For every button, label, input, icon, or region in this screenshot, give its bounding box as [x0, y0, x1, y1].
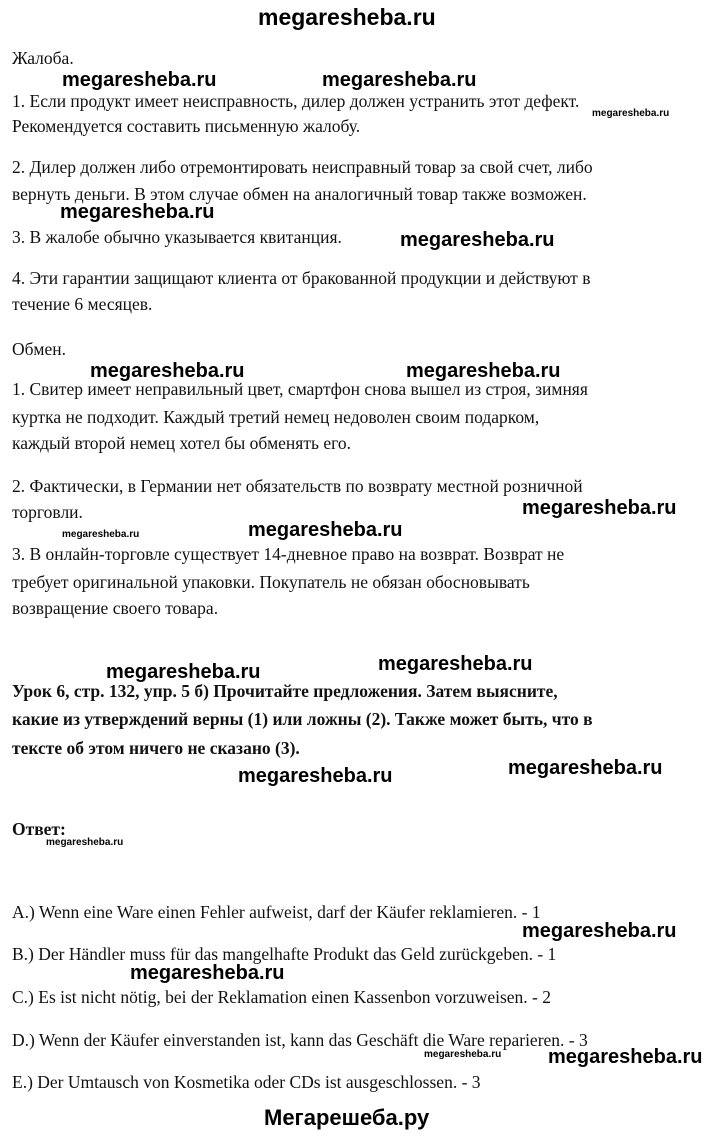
watermark: megaresheba.ru	[130, 962, 285, 984]
watermark: megaresheba.ru	[248, 519, 403, 541]
exchange-p3-line3: возвращение своего товара.	[12, 598, 219, 618]
exchange-p2-line2: торговли.	[12, 502, 83, 522]
watermark: megaresheba.ru	[400, 229, 555, 251]
watermark: megaresheba.ru	[406, 360, 561, 382]
watermark: megaresheba.ru	[322, 69, 477, 91]
task-line2: какие из утверждений верны (1) или ложны (2). Также может быть, что в	[12, 709, 593, 729]
complaint-p2-line1: 2. Дилер должен либо отремонтировать неисправный товар за свой счет, либо	[12, 157, 593, 177]
watermark: megaresheba.ru	[522, 920, 677, 942]
answer-e: E.) Der Umtausch von Kosmetika oder CDs ist ausgeschlossen. - 3	[12, 1072, 481, 1092]
task-line3: тексте об этом ничего не сказано (3).	[12, 738, 300, 758]
watermark: megaresheba.ru	[62, 529, 140, 540]
header-watermark: megaresheba.ru	[258, 4, 436, 30]
exchange-p3-line2: требует оригинальной упаковки. Покупатель не обязан обосновывать	[12, 572, 530, 592]
task-line1: Урок 6, стр. 132, упр. 5 б) Прочитайте предложения. Затем выясните,	[12, 681, 558, 701]
watermark: megaresheba.ru	[106, 661, 261, 683]
complaint-p1-line2: Рекомендуется составить письменную жалобу.	[12, 116, 361, 136]
exchange-p1-line3: каждый второй немец хотел бы обменять его.	[12, 433, 351, 453]
watermark: megaresheba.ru	[508, 757, 663, 779]
watermark: megaresheba.ru	[522, 497, 677, 519]
answer-a: A.) Wenn eine Ware einen Fehler aufweist, darf der Käufer reklamieren. - 1	[12, 902, 541, 922]
exchange-p3-line1: 3. В онлайн-торговле существует 14-дневное право на возврат. Возврат не	[12, 544, 565, 564]
watermark: megaresheba.ru	[592, 108, 670, 119]
answer-b: B.) Der Händler muss für das mangelhafte Produkt das Geld zurückgeben. - 1	[12, 944, 557, 964]
answer-c: C.) Es ist nicht nötig, bei der Reklamation einen Kassenbon vorzuweisen. - 2	[12, 987, 551, 1007]
watermark: megaresheba.ru	[62, 69, 217, 91]
watermark: megaresheba.ru	[378, 653, 533, 675]
complaint-p1-line1: 1. Если продукт имеет неисправность, дилер должен устранить этот дефект.	[12, 91, 580, 111]
complaint-p2-line2: вернуть деньги. В этом случае обмен на аналогичный товар также возможен.	[12, 184, 587, 204]
complaint-p4-line1: 4. Эти гарантии защищают клиента от бракованной продукции и действуют в	[12, 268, 591, 288]
section-title-exchange: Обмен.	[12, 339, 66, 359]
answer-label: Ответ:	[12, 819, 66, 839]
answer-d: D.) Wenn der Käufer einverstanden ist, kann das Geschäft die Ware reparieren. - 3	[12, 1030, 588, 1050]
complaint-p4-line2: течение 6 месяцев.	[12, 294, 153, 314]
watermark: megaresheba.ru	[46, 837, 124, 848]
exchange-p1-line2: куртка не подходит. Каждый третий немец недоволен своим подарком,	[12, 407, 540, 427]
exchange-p2-line1: 2. Фактически, в Германии нет обязательств по возврату местной розничной	[12, 476, 583, 496]
watermark: megaresheba.ru	[238, 765, 393, 787]
watermark: megaresheba.ru	[90, 360, 245, 382]
watermark: megaresheba.ru	[424, 1049, 502, 1060]
section-title-complaint: Жалоба.	[12, 48, 74, 68]
complaint-p3-line1: 3. В жалобе обычно указывается квитанция.	[12, 227, 342, 247]
exchange-p1-line1: 1. Свитер имеет неправильный цвет, смартфон снова вышел из строя, зимняя	[12, 379, 588, 399]
watermark: megaresheba.ru	[60, 201, 215, 223]
footer-watermark: Мегарешеба.ру	[264, 1105, 430, 1130]
watermark: megaresheba.ru	[548, 1046, 703, 1068]
